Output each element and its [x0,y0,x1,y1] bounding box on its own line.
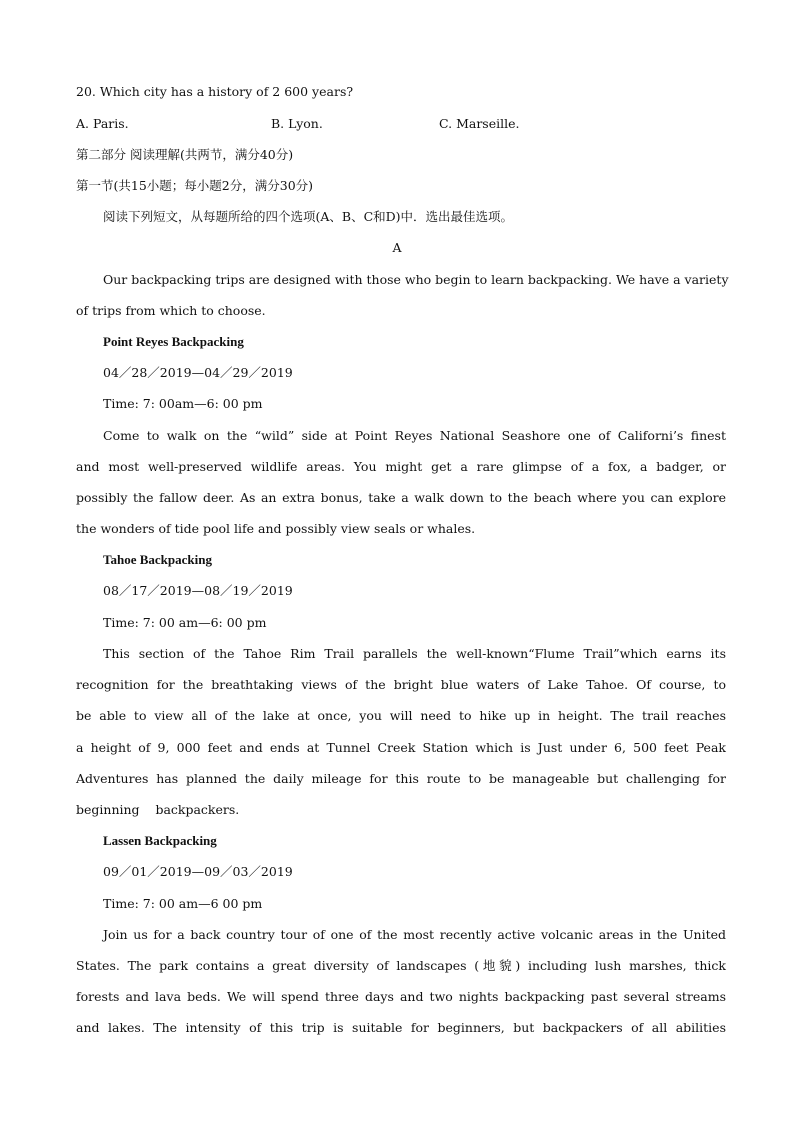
trip2-paragraph-line: recognition for the breathtaking views of the bright blue waters of Lake Tahoe. Of course, to [76,677,726,692]
option-a: A. Paris. [76,116,129,131]
trip2-dates: 08／17／2019—08／19／2019 [103,583,293,598]
trip1-paragraph-line: possibly the fallow deer. As an extra bonus, take a walk down to the beach where you can explore [76,490,726,505]
passage-label: A [392,240,402,255]
trip3-paragraph-line: States. The park contains a great diversity of landscapes (地貌) including lush marshes, thick [76,958,726,973]
trip1-dates: 04／28／2019—04／29／2019 [103,365,293,380]
trip3-paragraph-line: and lakes. The intensity of this trip is suitable for beginners, but backpackers of all abilities [76,1020,726,1035]
trip2-paragraph-line: Adventures has planned the daily mileage for this route to be manageable but challenging for [76,771,726,786]
trip1-paragraph-line: and most well-preserved wildlife areas. You might get a rare glimpse of a fox, a badger, or [76,459,726,474]
trip1-paragraph-line: the wonders of tide pool life and possibly view seals or whales. [76,521,476,536]
intro-line-2: of trips from which to choose. [76,303,266,318]
part2-heading: 第二部分 阅读理解(共两节，满分40分) [76,147,294,162]
trip3-time: Time: 7: 00 am—6 00 pm [103,896,263,911]
trip2-paragraph-line: a height of 9, 000 feet and ends at Tunnel Creek Station which is Just under 6, 500 feet Peak [76,740,726,755]
trip1-paragraph-line: Come to walk on the “wild” side at Point Reyes National Seashore one of Californi’s finest [103,428,726,443]
intro-line-1: Our backpacking trips are designed with those who begin to learn backpacking. We have a variety [103,272,729,287]
option-b: B. Lyon. [271,116,323,131]
trip3-paragraph-line: forests and lava beds. We will spend three days and two nights backpacking past several streams [76,989,726,1004]
question-20-stem: 20. Which city has a history of 2 600 years? [76,84,354,99]
trip2-paragraph-line: beginning backpackers. [76,802,240,817]
trip2-paragraph-line: This section of the Tahoe Rim Trail parallels the well-known“Flume Trail”which earns its [103,646,726,661]
trip3-title: Lassen Backpacking [103,833,217,848]
trip2-time: Time: 7: 00 am—6: 00 pm [103,615,267,630]
trip3-dates: 09／01／2019—09／03／2019 [103,864,293,879]
trip1-title: Point Reyes Backpacking [103,334,244,349]
option-c: C. Marseille. [439,116,520,131]
trip1-time: Time: 7: 00am—6: 00 pm [103,396,263,411]
instruction: 阅读下列短文，从每题所给的四个选项(A、B、C和D)中．选出最佳选项。 [103,209,514,224]
trip2-paragraph-line: be able to view all of the lake at once, you will need to hike up in height. The trail reaches [76,708,726,723]
trip3-paragraph-line: Join us for a back country tour of one of the most recently active volcanic areas in the United [103,927,726,942]
trip2-title: Tahoe Backpacking [103,552,212,567]
section1-heading: 第一节(共15小题；每小题2分，满分30分) [76,178,314,193]
